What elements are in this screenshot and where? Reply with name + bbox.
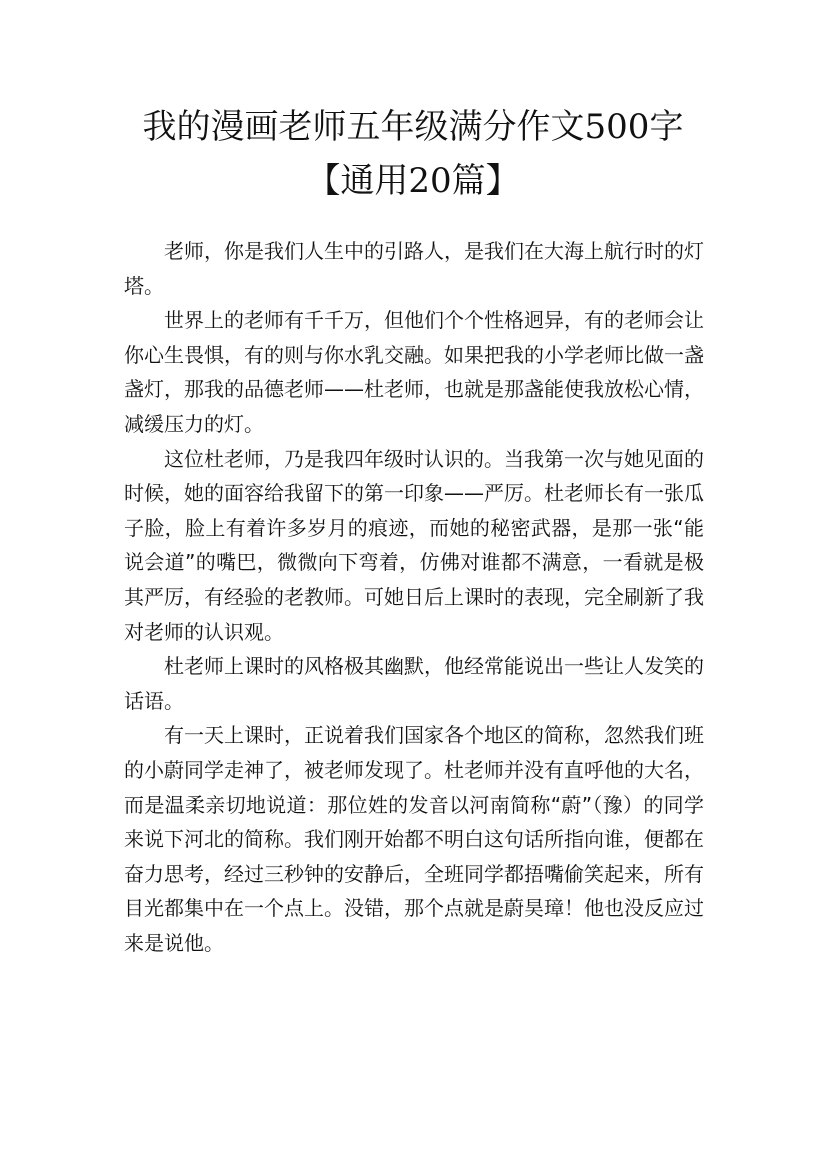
paragraph: 世界上的老师有千千万，但他们个个性格迥异，有的老师会让你心生畏惧，有的则与你水乳交融。如果把我的小学老师比做一盏盏灯，那我的品德老师——杜老师，也就是那盏能使我放松心情，减缓压力的灯。 bbox=[124, 308, 704, 436]
paragraph: 有一天上课时，正说着我们国家各个地区的简称，忽然我们班的小蔚同学走神了，被老师发现了。杜老师并没有直呼他的大名，而是温柔亲切地说道：那位姓的发音以河南简称“蔚”（豫）的同学来说下河北的简称。我们刚开始都不明白这句话所指向谁，便都在奋力思考，经过三秒钟的安静后，全班同学都捂嘴偷笑起来，所有目光都集中在一个点上。没错，那个点就是蔚昊璋！他也没反应过来是说他。 bbox=[124, 723, 704, 955]
document-body bbox=[124, 234, 704, 960]
paragraph: 这位杜老师，乃是我四年级时认识的。当我第一次与她见面的时候，她的面容给我留下的第一印象——严厉。杜老师长有一张瓜子脸，脸上有着许多岁月的痕迹，而她的秘密武器，是那一张“能说会道”的嘴巴，微微向下弯着，仿佛对谁都不满意，一看就是极其严厉，有经验的老教师。可她日后上课时的表现，完全刷新了我对老师的认识观。 bbox=[124, 446, 704, 644]
document-title: 我的漫画老师五年级满分作文500字【通用20篇】 bbox=[142, 107, 684, 201]
paragraph: 老师，你是我们人生中的引路人，是我们在大海上航行时的灯塔。 bbox=[124, 239, 704, 298]
paragraph: 杜老师上课时的风格极其幽默，他经常能说出一些让人发笑的话语。 bbox=[124, 654, 704, 713]
